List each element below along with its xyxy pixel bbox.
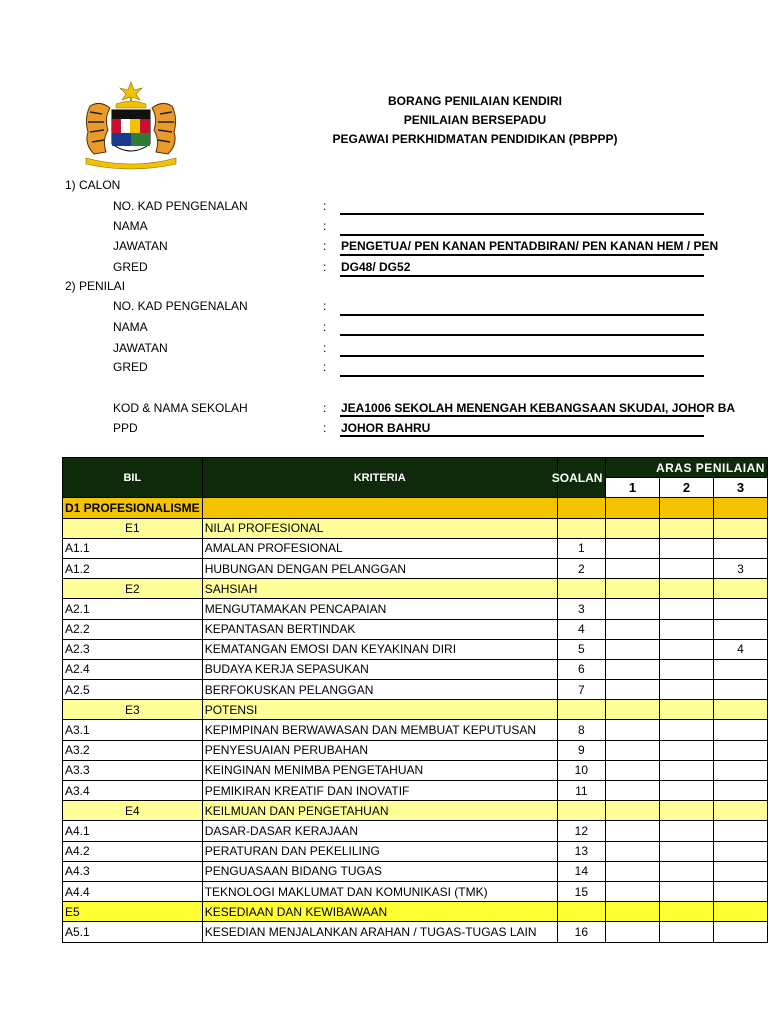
kod-sekolah-value: JEA1006 SEKOLAH MENENGAH KEBANGSAAN SKUDAI, JOHOR BA xyxy=(341,401,736,415)
row-soalan: 5 xyxy=(557,639,605,659)
row-aras-1[interactable] xyxy=(605,740,659,760)
row-aras-2[interactable] xyxy=(659,720,713,740)
domain-row xyxy=(63,498,768,518)
row-kriteria: AMALAN PROFESIONAL xyxy=(202,538,557,558)
table-row xyxy=(63,841,768,861)
penilai-ic-label: NO. KAD PENGENALAN xyxy=(113,299,248,313)
calon-jawatan-value: PENGETUA/ PEN KANAN PENTADBIRAN/ PEN KANAN HEM / PEN xyxy=(341,239,719,253)
row-soalan: 13 xyxy=(557,841,605,861)
row-kriteria: PEMIKIRAN KREATIF DAN INOVATIF xyxy=(202,781,557,801)
table-row xyxy=(63,538,768,558)
row-aras-1[interactable] xyxy=(605,801,659,821)
criteria-table xyxy=(62,457,768,943)
row-bil: A3.3 xyxy=(63,760,203,780)
row-kriteria: PENGUASAAN BIDANG TUGAS xyxy=(202,861,557,881)
calon-nama-label: NAMA xyxy=(113,219,148,233)
row-bil: A2.2 xyxy=(63,619,203,639)
row-soalan: 14 xyxy=(557,861,605,881)
colon: : xyxy=(323,199,327,213)
row-kriteria: BUDAYA KERJA SEPASUKAN xyxy=(202,659,557,679)
ppd-value: JOHOR BAHRU xyxy=(341,421,431,435)
table-row xyxy=(63,599,768,619)
calon-gred-field[interactable] xyxy=(340,275,704,277)
section-penilai: 2) PENILAI xyxy=(65,279,126,293)
colon: : xyxy=(323,421,327,435)
row-aras-3[interactable] xyxy=(713,700,767,720)
penilai-jawatan-label: JAWATAN xyxy=(113,341,168,355)
row-bil: D1 PROFESIONALISME xyxy=(63,498,203,518)
row-aras-1[interactable] xyxy=(605,760,659,780)
row-aras-3[interactable] xyxy=(713,619,767,639)
element-row xyxy=(63,700,768,720)
row-soalan xyxy=(557,579,605,599)
row-aras-2[interactable] xyxy=(659,599,713,619)
penilai-gred-label: GRED xyxy=(113,360,148,374)
row-aras-3[interactable] xyxy=(713,599,767,619)
colon: : xyxy=(323,239,327,253)
coat-of-arms-icon xyxy=(76,78,186,173)
row-kriteria: PENYESUAIAN PERUBAHAN xyxy=(202,740,557,760)
row-aras-1[interactable] xyxy=(605,902,659,922)
row-bil: A3.1 xyxy=(63,720,203,740)
row-aras-2[interactable] xyxy=(659,881,713,901)
row-aras-1[interactable] xyxy=(605,518,659,538)
aras-level-2: 2 xyxy=(659,478,713,498)
row-aras-3[interactable] xyxy=(713,881,767,901)
table-row xyxy=(63,740,768,760)
row-soalan: 1 xyxy=(557,538,605,558)
row-bil: A2.5 xyxy=(63,680,203,700)
row-aras-3[interactable] xyxy=(713,841,767,861)
row-bil: A2.1 xyxy=(63,599,203,619)
col-soalan-header: SOALAN xyxy=(557,458,605,498)
row-aras-2[interactable] xyxy=(659,781,713,801)
row-aras-1[interactable] xyxy=(605,821,659,841)
row-kriteria: MENGUTAMAKAN PENCAPAIAN xyxy=(202,599,557,619)
row-aras-2[interactable] xyxy=(659,558,713,578)
row-kriteria: KEPIMPINAN BERWAWASAN DAN MEMBUAT KEPUTUSAN xyxy=(202,720,557,740)
row-aras-2[interactable] xyxy=(659,700,713,720)
colon: : xyxy=(323,360,327,374)
row-aras-3[interactable] xyxy=(713,821,767,841)
row-soalan: 12 xyxy=(557,821,605,841)
row-aras-3[interactable] xyxy=(713,720,767,740)
row-bil: A1.1 xyxy=(63,538,203,558)
row-soalan: 9 xyxy=(557,740,605,760)
row-bil: E4 xyxy=(63,801,203,821)
calon-jawatan-field[interactable] xyxy=(340,254,704,256)
row-bil: A4.2 xyxy=(63,841,203,861)
calon-jawatan-label: JAWATAN xyxy=(113,239,168,253)
row-soalan xyxy=(557,700,605,720)
row-aras-2[interactable] xyxy=(659,639,713,659)
colon: : xyxy=(323,260,327,274)
row-soalan: 16 xyxy=(557,922,605,942)
row-bil: E3 xyxy=(63,700,203,720)
row-kriteria: NILAI PROFESIONAL xyxy=(202,518,557,538)
row-soalan: 4 xyxy=(557,619,605,639)
element-row xyxy=(63,902,768,922)
row-aras-1[interactable] xyxy=(605,659,659,679)
row-aras-2[interactable] xyxy=(659,841,713,861)
row-aras-3[interactable] xyxy=(713,579,767,599)
colon: : xyxy=(323,320,327,334)
row-aras-1[interactable] xyxy=(605,720,659,740)
row-aras-2[interactable] xyxy=(659,659,713,679)
row-aras-2[interactable] xyxy=(659,821,713,841)
row-aras-2[interactable] xyxy=(659,619,713,639)
row-bil: A3.2 xyxy=(63,740,203,760)
ppd-label: PPD xyxy=(113,421,138,435)
row-kriteria: TEKNOLOGI MAKLUMAT DAN KOMUNIKASI (TMK) xyxy=(202,881,557,901)
penilai-jawatan-field[interactable] xyxy=(340,355,704,357)
row-kriteria: BERFOKUSKAN PELANGGAN xyxy=(202,680,557,700)
row-aras-1[interactable] xyxy=(605,558,659,578)
row-kriteria: DASAR-DASAR KERAJAAN xyxy=(202,821,557,841)
row-soalan xyxy=(557,518,605,538)
row-aras-1[interactable] xyxy=(605,619,659,639)
calon-nama-field[interactable] xyxy=(340,234,704,236)
element-row xyxy=(63,801,768,821)
table-row xyxy=(63,881,768,901)
row-aras-2[interactable] xyxy=(659,902,713,922)
row-bil: A1.2 xyxy=(63,558,203,578)
row-aras-2[interactable] xyxy=(659,518,713,538)
row-aras-1[interactable] xyxy=(605,781,659,801)
row-soalan: 7 xyxy=(557,680,605,700)
col-aras-header: ARAS PENILAIAN xyxy=(605,458,767,478)
row-aras-3[interactable] xyxy=(713,781,767,801)
row-aras-2[interactable] xyxy=(659,922,713,942)
colon: : xyxy=(323,341,327,355)
ppd-field[interactable] xyxy=(340,435,704,437)
row-aras-1[interactable] xyxy=(605,498,659,518)
kod-sekolah-label: KOD & NAMA SEKOLAH xyxy=(113,401,248,415)
row-aras-3[interactable] xyxy=(713,740,767,760)
row-aras-2[interactable] xyxy=(659,579,713,599)
row-soalan xyxy=(557,498,605,518)
row-aras-1[interactable] xyxy=(605,881,659,901)
element-row xyxy=(63,518,768,538)
kod-sekolah-field[interactable] xyxy=(340,415,704,417)
row-aras-2[interactable] xyxy=(659,538,713,558)
row-soalan xyxy=(557,801,605,821)
table-row xyxy=(63,821,768,841)
calon-gred-label: GRED xyxy=(113,260,148,274)
row-bil: A4.4 xyxy=(63,881,203,901)
col-bil-header: BIL xyxy=(63,458,203,498)
row-aras-1[interactable] xyxy=(605,680,659,700)
row-soalan: 15 xyxy=(557,881,605,901)
row-aras-2[interactable] xyxy=(659,801,713,821)
row-aras-1[interactable] xyxy=(605,700,659,720)
row-kriteria: KEINGINAN MENIMBA PENGETAHUAN xyxy=(202,760,557,780)
row-aras-1[interactable] xyxy=(605,861,659,881)
row-aras-3[interactable] xyxy=(713,659,767,679)
col-kriteria-header: KRITERIA xyxy=(202,458,557,498)
row-kriteria: POTENSI xyxy=(202,700,557,720)
table-row xyxy=(63,861,768,881)
colon: : xyxy=(323,219,327,233)
row-bil: A2.4 xyxy=(63,659,203,679)
row-bil: E2 xyxy=(63,579,203,599)
row-aras-3[interactable] xyxy=(713,902,767,922)
row-aras-3[interactable] xyxy=(713,760,767,780)
row-aras-2[interactable] xyxy=(659,760,713,780)
row-soalan xyxy=(557,902,605,922)
row-kriteria: KESEDIAAN DAN KEWIBAWAAN xyxy=(202,902,557,922)
row-aras-1[interactable] xyxy=(605,841,659,861)
row-bil: A4.3 xyxy=(63,861,203,881)
row-aras-3[interactable] xyxy=(713,680,767,700)
colon: : xyxy=(323,401,327,415)
row-aras-3[interactable] xyxy=(713,538,767,558)
row-soalan: 10 xyxy=(557,760,605,780)
row-bil: A4.1 xyxy=(63,821,203,841)
table-row xyxy=(63,659,768,679)
row-kriteria: KEPANTASAN BERTINDAK xyxy=(202,619,557,639)
table-row xyxy=(63,619,768,639)
row-aras-1[interactable] xyxy=(605,639,659,659)
row-kriteria xyxy=(202,498,557,518)
row-bil: E5 xyxy=(63,902,203,922)
calon-ic-field[interactable] xyxy=(340,213,704,215)
table-row xyxy=(63,680,768,700)
row-aras-2[interactable] xyxy=(659,740,713,760)
row-soalan: 11 xyxy=(557,781,605,801)
row-aras-3[interactable] xyxy=(713,801,767,821)
section-calon: 1) CALON xyxy=(65,178,121,192)
calon-ic-label: NO. KAD PENGENALAN xyxy=(113,199,248,213)
row-soalan: 6 xyxy=(557,659,605,679)
row-aras-3[interactable] xyxy=(713,498,767,518)
row-aras-2[interactable] xyxy=(659,861,713,881)
row-aras-2[interactable] xyxy=(659,498,713,518)
penilai-nama-field[interactable] xyxy=(340,334,704,336)
calon-gred-value: DG48/ DG52 xyxy=(341,260,411,274)
row-aras-3[interactable] xyxy=(713,922,767,942)
row-bil: A2.3 xyxy=(63,639,203,659)
row-aras-1[interactable] xyxy=(605,579,659,599)
row-aras-3[interactable]: 4 xyxy=(713,639,767,659)
row-kriteria: KEILMUAN DAN PENGETAHUAN xyxy=(202,801,557,821)
row-aras-2[interactable] xyxy=(659,680,713,700)
table-row xyxy=(63,922,768,942)
table-row xyxy=(63,781,768,801)
table-row xyxy=(63,760,768,780)
row-aras-3[interactable] xyxy=(713,518,767,538)
row-kriteria: PERATURAN DAN PEKELILING xyxy=(202,841,557,861)
row-kriteria: SAHSIAH xyxy=(202,579,557,599)
row-aras-3[interactable] xyxy=(713,861,767,881)
aras-level-3: 3 xyxy=(713,478,767,498)
row-aras-1[interactable] xyxy=(605,538,659,558)
penilai-nama-label: NAMA xyxy=(113,320,148,334)
row-aras-1[interactable] xyxy=(605,922,659,942)
table-row xyxy=(63,558,768,578)
row-bil: A3.4 xyxy=(63,781,203,801)
element-row xyxy=(63,579,768,599)
table-row xyxy=(63,639,768,659)
row-aras-3[interactable]: 3 xyxy=(713,558,767,578)
row-aras-1[interactable] xyxy=(605,599,659,619)
row-kriteria: KEMATANGAN EMOSI DAN KEYAKINAN DIRI xyxy=(202,639,557,659)
form-subtitle: PENILAIAN BERSEPADU xyxy=(403,113,547,127)
row-kriteria: KESEDIAN MENJALANKAN ARAHAN / TUGAS-TUGAS LAIN xyxy=(202,922,557,942)
row-bil: E1 xyxy=(63,518,203,538)
form-title: BORANG PENILAIAN KENDIRI xyxy=(387,94,562,108)
row-soalan: 2 xyxy=(557,558,605,578)
form-subtitle-2: PEGAWAI PERKHIDMATAN PENDIDIKAN (PBPPP) xyxy=(332,132,618,146)
row-bil: A5.1 xyxy=(63,922,203,942)
row-soalan: 3 xyxy=(557,599,605,619)
penilai-ic-field[interactable] xyxy=(340,314,704,316)
table-row xyxy=(63,720,768,740)
row-soalan: 8 xyxy=(557,720,605,740)
penilai-gred-field[interactable] xyxy=(340,375,704,377)
row-kriteria: HUBUNGAN DENGAN PELANGGAN xyxy=(202,558,557,578)
aras-level-1: 1 xyxy=(605,478,659,498)
colon: : xyxy=(323,299,327,313)
